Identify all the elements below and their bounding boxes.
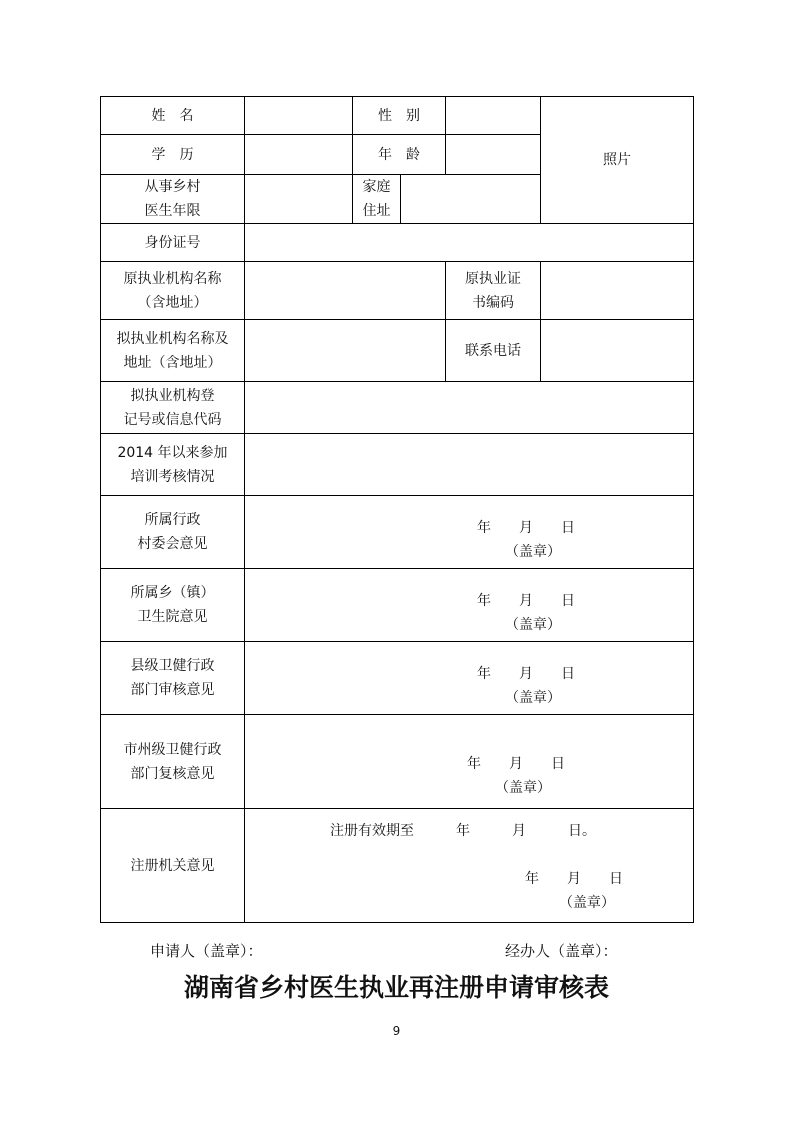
stamp-text: （盖章） (505, 690, 561, 706)
signature-line (150, 940, 630, 961)
age-field[interactable] (446, 135, 541, 175)
orig-cert-label: 原执业证 书编码 (446, 262, 541, 320)
registry-label: 注册机关意见 (101, 809, 245, 923)
stamp-text: （盖章） (505, 544, 561, 560)
years-field[interactable] (245, 175, 353, 224)
city-label: 市州级卫健行政 部门复核意见 (101, 715, 245, 809)
id-label: 身份证号 (101, 224, 245, 262)
valid-until-text: 注册有效期至 年 月 日。 (330, 823, 596, 839)
reg-code-label: 拟执业机构登 记号或信息代码 (101, 382, 245, 434)
township-opinion-field[interactable] (245, 569, 694, 642)
orig-org-label: 原执业机构名称 （含地址） (101, 262, 245, 320)
application-form-table (100, 96, 694, 923)
table-row (101, 642, 694, 715)
page-title: 湖南省乡村医生执业再注册申请审核表 (183, 973, 609, 1002)
phone-label: 联系电话 (446, 320, 541, 382)
education-field[interactable] (245, 135, 353, 175)
date-text: 年 月 日 (477, 666, 575, 682)
table-row (101, 224, 694, 262)
planned-org-label: 拟执业机构名称及 地址（含地址） (101, 320, 245, 382)
stamp-text: （盖章） (505, 617, 561, 633)
id-field[interactable] (245, 224, 694, 262)
name-label: 姓 名 (101, 97, 245, 135)
date-text: 年 月 日 (467, 756, 565, 772)
training-field[interactable] (245, 434, 694, 496)
training-label: 2014 年以来参加 培训考核情况 (101, 434, 245, 496)
date-text: 年 月 日 (477, 593, 575, 609)
orig-org-field[interactable] (245, 262, 446, 320)
table-row (101, 569, 694, 642)
table-row (101, 715, 694, 809)
photo-box[interactable]: 照片 (541, 97, 694, 224)
years-label: 从事乡村 医生年限 (101, 175, 245, 224)
stamp-text: （盖章） (559, 895, 615, 911)
name-field[interactable] (245, 97, 353, 135)
table-row (101, 434, 694, 496)
age-label: 年 龄 (353, 135, 446, 175)
orig-cert-field[interactable] (541, 262, 694, 320)
phone-field[interactable] (541, 320, 694, 382)
table-row (101, 809, 694, 923)
home-field[interactable] (401, 175, 541, 224)
table-row (101, 262, 694, 320)
handler-signature: 经办人（盖章）： (505, 942, 618, 960)
table-row (101, 496, 694, 569)
gender-field[interactable] (446, 97, 541, 135)
education-label: 学 历 (101, 135, 245, 175)
village-label: 所属行政 村委会意见 (101, 496, 245, 569)
county-label: 县级卫健行政 部门审核意见 (101, 642, 245, 715)
page-number: 9 (392, 1024, 401, 1038)
planned-org-field[interactable] (245, 320, 446, 382)
table-row (101, 382, 694, 434)
stamp-text: （盖章） (495, 780, 551, 796)
county-opinion-field[interactable] (245, 642, 694, 715)
gender-label: 性 别 (353, 97, 446, 135)
table-row (101, 320, 694, 382)
home-label: 家庭 住址 (353, 175, 401, 224)
reg-code-field[interactable] (245, 382, 694, 434)
city-opinion-field[interactable] (245, 715, 694, 809)
date-text: 年 月 日 (477, 520, 575, 536)
registry-opinion-field[interactable] (245, 809, 694, 923)
village-opinion-field[interactable] (245, 496, 694, 569)
applicant-signature: 申请人（盖章）： (150, 942, 263, 960)
township-label: 所属乡（镇） 卫生院意见 (101, 569, 245, 642)
table-row (101, 97, 694, 135)
date-text: 年 月 日 (525, 871, 623, 887)
